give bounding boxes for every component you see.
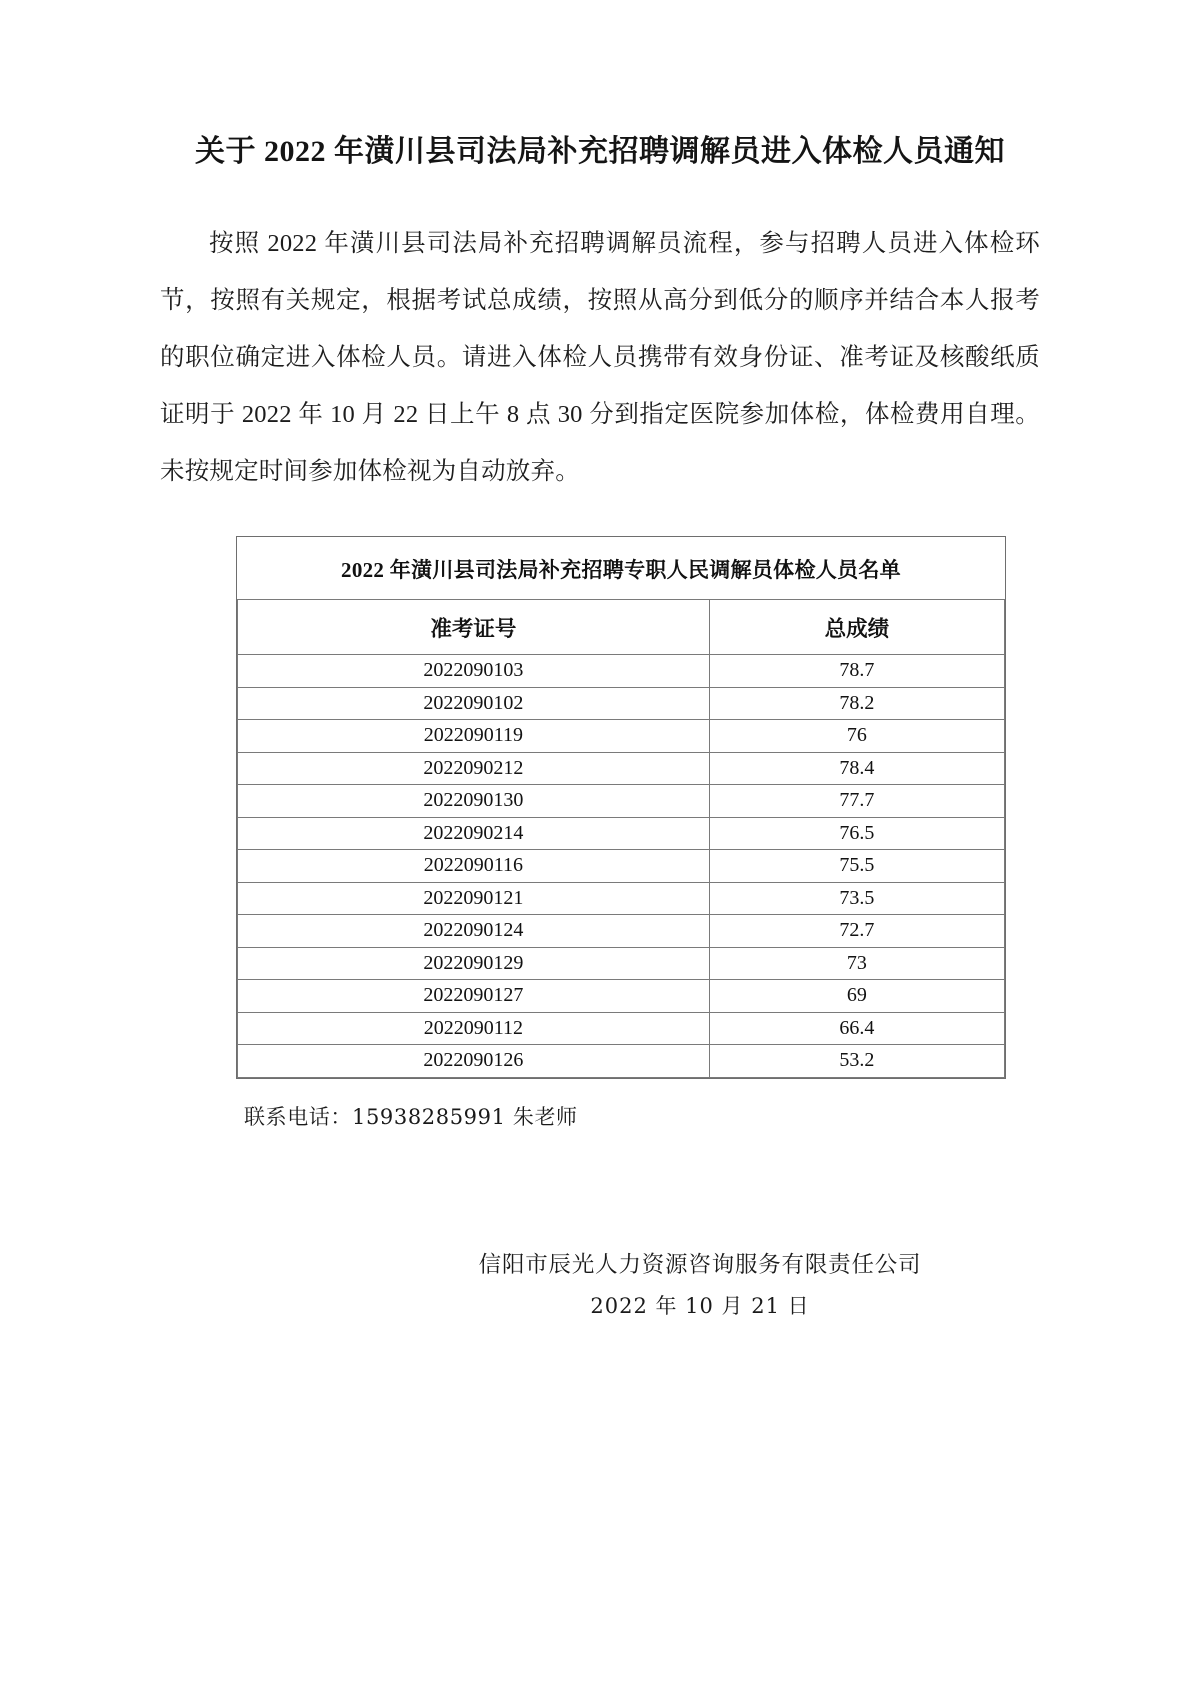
cell-total-score: 76.5 [709,817,1004,850]
cell-admission-number: 2022090116 [238,850,710,883]
roster-table-body [238,655,1005,1078]
cell-total-score: 72.7 [709,915,1004,948]
table-row [238,1045,1005,1078]
cell-total-score: 78.7 [709,655,1004,688]
table-row [238,785,1005,818]
table-row [238,752,1005,785]
table-row [238,720,1005,753]
cell-admission-number: 2022090212 [238,752,710,785]
cell-total-score: 73 [709,947,1004,980]
cell-admission-number: 2022090119 [238,720,710,753]
cell-admission-number: 2022090102 [238,687,710,720]
signature-organization: 信阳市辰光人力资源咨询服务有限责任公司 [478,1251,922,1278]
cell-total-score: 69 [709,980,1004,1013]
page-title: 关于 2022 年潢川县司法局补充招聘调解员进入体检人员通知 [195,135,1005,168]
column-header-admission-number: 准考证号 [238,600,710,655]
column-header-total-score: 总成绩 [709,600,1004,655]
cell-total-score: 78.2 [709,687,1004,720]
table-row [238,817,1005,850]
cell-total-score: 73.5 [709,882,1004,915]
table-row [238,882,1005,915]
table-row [238,915,1005,948]
cell-admission-number: 2022090127 [238,980,710,1013]
cell-total-score: 78.4 [709,752,1004,785]
signature-block [360,1249,1040,1321]
signature-date: 2022 年 10 月 21 日 [590,1294,810,1319]
cell-admission-number: 2022090130 [238,785,710,818]
roster-table-head [238,600,1005,655]
cell-admission-number: 2022090124 [238,915,710,948]
cell-total-score: 66.4 [709,1012,1004,1045]
table-row [238,850,1005,883]
cell-admission-number: 2022090112 [238,1012,710,1045]
cell-total-score: 76 [709,720,1004,753]
cell-admission-number: 2022090126 [238,1045,710,1078]
cell-admission-number: 2022090103 [238,655,710,688]
table-row [238,687,1005,720]
cell-admission-number: 2022090121 [238,882,710,915]
roster-table-caption: 2022 年潢川县司法局补充招聘专职人民调解员体检人员名单 [341,558,901,582]
roster-table [237,599,1005,1078]
table-row [238,980,1005,1013]
cell-total-score: 77.7 [709,785,1004,818]
roster-table-container [236,536,1006,1079]
table-row [238,1012,1005,1045]
cell-admission-number: 2022090214 [238,817,710,850]
cell-total-score: 75.5 [709,850,1004,883]
table-row [238,655,1005,688]
notice-body-paragraph: 按照 2022 年潢川县司法局补充招聘调解员流程，参与招聘人员进入体检环节，按照有关规定，根据考试总成绩，按照从高分到低分的顺序并结合本人报考的职位确定进入体检人员。请进入体检人员携带有效身份证、准考证及核酸纸质证明于 2022 年 10 月 22 日上午 8 点 30 分到指定医院参加体检，体检费用自理。未按规定时间参加体检视为自动放弃。 [160,230,1040,485]
table-header-row [238,600,1005,655]
table-row [238,947,1005,980]
cell-total-score: 53.2 [709,1045,1004,1078]
contact-phone-line: 联系电话：15938285991 朱老师 [244,1104,578,1129]
cell-admission-number: 2022090129 [238,947,710,980]
